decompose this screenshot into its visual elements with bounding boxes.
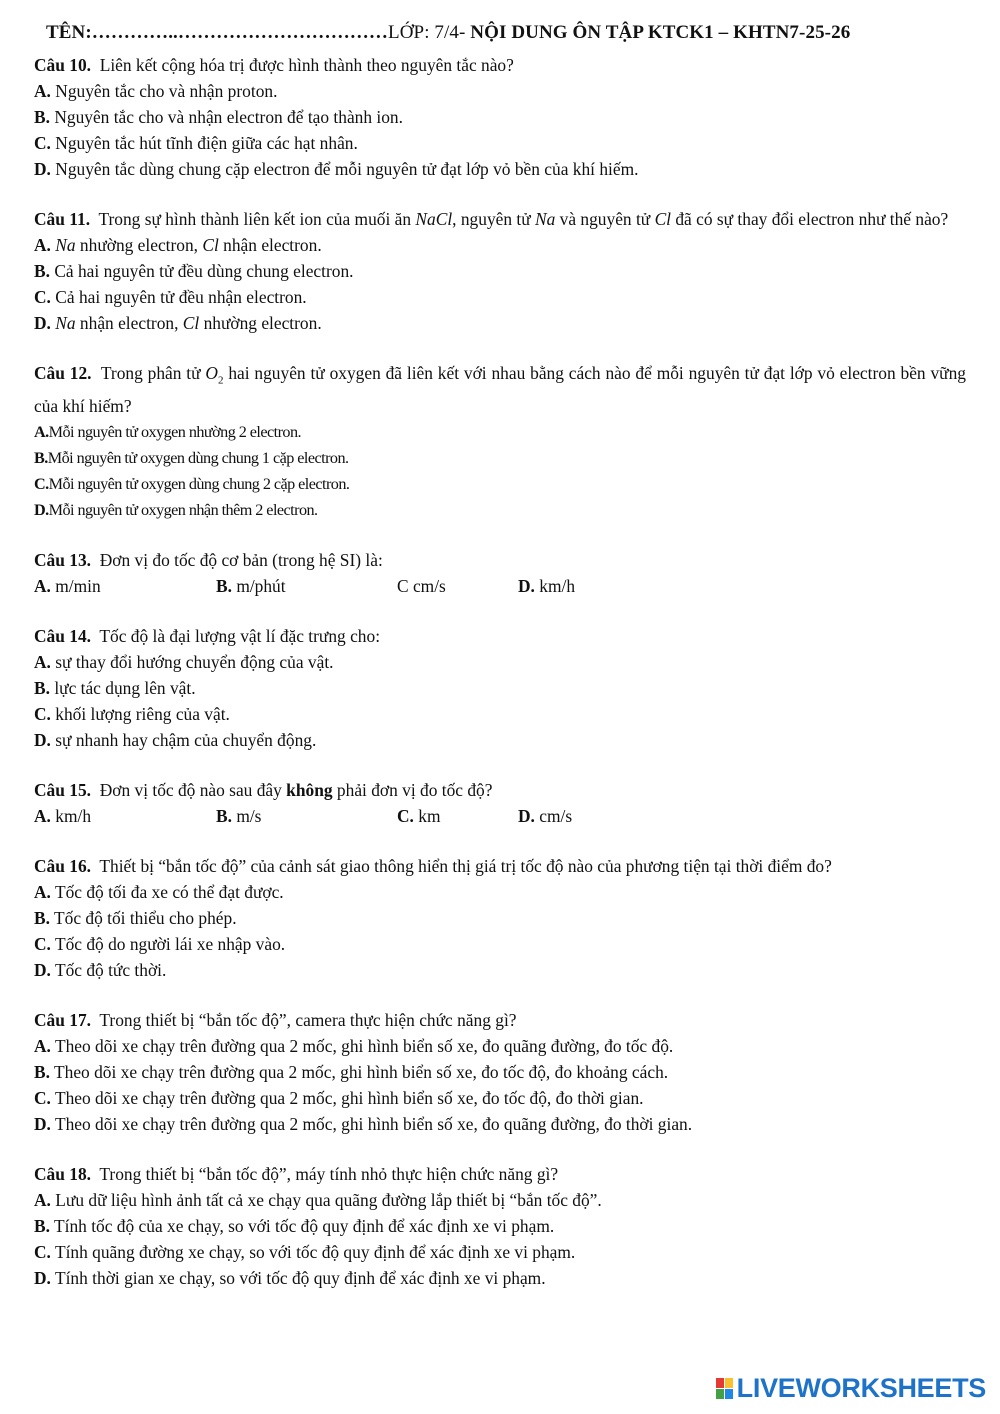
option-d[interactable] [34, 957, 966, 983]
option-text: Tốc độ tối đa xe có thể đạt được. [54, 882, 284, 903]
option-text: Tính thời gian xe chạy, so với tốc độ quy định để xác định xe vi phạm. [54, 1268, 546, 1289]
symbol-na: Na [535, 209, 556, 229]
option-text: Cả hai nguyên tử đều dùng chung electron. [54, 261, 354, 281]
option-label: A. [34, 652, 51, 673]
option-b[interactable] [216, 803, 397, 829]
options-row [34, 803, 966, 829]
stem-text: Liên kết cộng hóa trị được hình thành theo nguyên tắc nào? [99, 55, 514, 75]
option-text: Theo dõi xe chạy trên đường qua 2 mốc, ghi hình biển số xe, đo quãng đường, đo thời gian. [54, 1114, 693, 1135]
option-text: Mỗi nguyên tử oxygen dùng chung 2 cặp electron. [48, 475, 350, 494]
class-field: LỚP: 7/4- [388, 22, 466, 43]
stem-text: Trong phân tử [100, 363, 206, 383]
option-a[interactable] [34, 78, 966, 104]
option-text: Tốc độ tức thời. [54, 960, 167, 981]
option-label: C. [34, 1242, 51, 1263]
option-c[interactable] [34, 130, 966, 156]
option-label: C. [34, 287, 51, 307]
emphasis-khong: không [286, 780, 333, 801]
question-10 [34, 52, 966, 182]
question-13 [34, 547, 966, 599]
option-text: m/s [236, 806, 262, 827]
option-label: B. [34, 908, 50, 929]
option-d[interactable] [34, 310, 966, 336]
question-stem [34, 623, 966, 649]
question-number: Câu 18. [34, 1164, 92, 1185]
option-b[interactable] [34, 445, 966, 471]
symbol-cl: Cl [654, 209, 671, 229]
question-15 [34, 777, 966, 829]
option-text: Mỗi nguyên tử oxygen nhường 2 electron. [48, 423, 302, 442]
stem-text: Đơn vị tốc độ nào sau đây [99, 780, 287, 801]
option-label: D. [34, 730, 51, 751]
option-b[interactable] [34, 1059, 966, 1085]
question-11 [34, 206, 966, 336]
question-18 [34, 1161, 966, 1291]
stem-text: Đơn vị đo tốc độ cơ bản (trong hệ SI) là: [99, 550, 383, 571]
question-16 [34, 853, 966, 983]
option-text: km/h [55, 806, 92, 827]
option-d[interactable] [34, 497, 966, 523]
option-text: Nguyên tắc cho và nhận proton. [55, 81, 278, 101]
option-text: m/min [55, 576, 101, 597]
option-text: Theo dõi xe chạy trên đường qua 2 mốc, ghi hình biển số xe, đo tốc độ, đo khoảng cách. [54, 1062, 669, 1083]
option-label: A. [34, 576, 51, 597]
option-b[interactable] [34, 104, 966, 130]
option-text: Nguyên tắc dùng chung cặp electron để mỗi nguyên tử đạt lớp vỏ bền của khí hiếm. [55, 159, 639, 179]
option-text: C cm/s [397, 576, 446, 597]
page-title: NỘI DUNG ÔN TẬP KTCK1 – KHTN7-25-26 [465, 22, 851, 43]
option-d[interactable] [518, 803, 572, 829]
option-label: B. [216, 806, 232, 827]
option-b[interactable] [216, 573, 397, 599]
question-number: Câu 14. [34, 626, 92, 647]
option-a[interactable] [34, 419, 966, 445]
option-d[interactable] [34, 1265, 966, 1291]
option-label: A. [34, 423, 49, 442]
option-d[interactable] [518, 573, 575, 599]
option-c[interactable] [397, 803, 518, 829]
option-a[interactable] [34, 1187, 966, 1213]
option-label: D. [34, 501, 49, 520]
option-a[interactable] [34, 232, 966, 258]
option-text: km/h [539, 576, 576, 597]
symbol-na: Na [55, 313, 76, 333]
option-c[interactable] [34, 471, 966, 497]
question-stem [34, 206, 966, 232]
option-text: Tốc độ tối thiểu cho phép. [54, 908, 237, 929]
option-label: B. [34, 107, 50, 127]
option-text: km [418, 806, 441, 827]
option-d[interactable] [34, 727, 966, 753]
question-stem [34, 52, 966, 78]
option-label: D. [34, 1114, 51, 1135]
symbol-cl: Cl [182, 313, 200, 333]
question-number: Câu 13. [34, 550, 92, 571]
option-label: C. [34, 475, 49, 494]
option-label: B. [34, 261, 50, 281]
option-text: sự thay đổi hướng chuyển động của vật. [55, 652, 334, 673]
stem-text: hai nguyên tử oxygen đã liên kết với nhau bằng cách nào để mỗi nguyên tử đạt lớp vỏ electron bền vững của khí hiếm? [34, 363, 966, 417]
option-label: B. [34, 1216, 50, 1237]
brand-name: LIVEWORKSHEETS [736, 1373, 986, 1403]
page-header [46, 22, 966, 44]
option-text: Mỗi nguyên tử oxygen nhận thêm 2 electron. [48, 501, 318, 520]
stem-text: Trong thiết bị “bắn tốc độ”, máy tính nhỏ thực hiện chức năng gì? [99, 1164, 559, 1185]
option-text: lực tác dụng lên vật. [54, 678, 196, 699]
option-label: B. [216, 576, 232, 597]
stem-text: , nguyên tử [452, 209, 535, 229]
logo-grid-icon [716, 1378, 733, 1399]
option-c[interactable] [34, 931, 966, 957]
option-c[interactable] [34, 1239, 966, 1265]
option-text: Theo dõi xe chạy trên đường qua 2 mốc, ghi hình biển số xe, đo quãng đường, đo tốc độ. [54, 1036, 674, 1057]
option-text: Lưu dữ liệu hình ảnh tất cả xe chạy qua quãng đường lắp thiết bị “bắn tốc độ”. [55, 1190, 602, 1211]
option-c[interactable] [397, 573, 518, 599]
option-label: A. [34, 1190, 51, 1211]
stem-text: Thiết bị “bắn tốc độ” của cảnh sát giao thông hiển thị giá trị tốc độ nào của phương tiện tại thời điểm đo? [99, 856, 832, 877]
option-label: D. [518, 806, 535, 827]
option-text: Nguyên tắc cho và nhận electron để tạo thành ion. [54, 107, 403, 127]
option-label: D. [518, 576, 535, 597]
option-label: A. [34, 882, 51, 903]
option-text: nhường electron, [75, 235, 203, 255]
option-d[interactable] [34, 1111, 966, 1137]
formula-o2: O [205, 363, 218, 383]
option-label: A. [34, 806, 51, 827]
option-b[interactable] [34, 675, 966, 701]
name-field: TÊN:…………..…………………………… [46, 22, 388, 43]
worksheet-page [34, 22, 966, 1315]
question-number: Câu 17. [34, 1010, 92, 1031]
formula-nacl: NaCl [415, 209, 453, 229]
logo-square-green [716, 1389, 724, 1399]
question-stem [34, 853, 966, 879]
question-14 [34, 623, 966, 753]
question-number: Câu 16. [34, 856, 92, 877]
option-b[interactable] [34, 1213, 966, 1239]
option-label: C. [34, 133, 51, 153]
question-number: Câu 11. [34, 209, 91, 229]
option-b[interactable] [34, 258, 966, 284]
option-label: C. [397, 806, 414, 827]
formula-subscript: 2 [217, 374, 224, 387]
option-label: C. [34, 934, 51, 955]
stem-text: đã có sự thay đổi electron như thế nào? [671, 209, 949, 229]
option-label: A. [34, 235, 51, 255]
option-text: Nguyên tắc hút tĩnh điện giữa các hạt nhân. [55, 133, 358, 153]
stem-text: phải đơn vị đo tốc độ? [332, 780, 493, 801]
option-text: Tốc độ do người lái xe nhập vào. [54, 934, 286, 955]
logo-square-red [716, 1378, 724, 1388]
option-text: Theo dõi xe chạy trên đường qua 2 mốc, ghi hình biển số xe, đo tốc độ, đo thời gian. [54, 1088, 644, 1109]
option-text: m/phút [236, 576, 286, 597]
option-c[interactable] [34, 284, 966, 310]
option-text: Tính tốc độ của xe chạy, so với tốc độ quy định để xác định xe vi phạm. [54, 1216, 555, 1237]
option-c[interactable] [34, 701, 966, 727]
option-a[interactable] [34, 1033, 966, 1059]
option-label: C. [34, 704, 51, 725]
question-number: Câu 12. [34, 363, 92, 383]
stem-text: Tốc độ là đại lượng vật lí đặc trưng cho: [99, 626, 381, 647]
option-label: B. [34, 449, 48, 468]
option-label: D. [34, 1268, 51, 1289]
stem-text: Trong sự hình thành liên kết ion của muối ăn [98, 209, 416, 229]
option-label: B. [34, 1062, 50, 1083]
option-text: Mỗi nguyên tử oxygen dùng chung 1 cặp electron. [47, 449, 349, 468]
question-stem [34, 777, 966, 803]
option-label: D. [34, 159, 51, 179]
option-text: sự nhanh hay chậm của chuyển động. [55, 730, 317, 751]
question-number: Câu 10. [34, 55, 92, 75]
option-label: B. [34, 678, 50, 699]
option-text: nhận electron, [75, 313, 183, 333]
option-text: nhận electron. [218, 235, 322, 255]
option-a[interactable] [34, 879, 966, 905]
option-label: D. [34, 313, 51, 333]
symbol-na: Na [55, 235, 76, 255]
option-text: nhường electron. [199, 313, 322, 333]
option-d[interactable] [34, 156, 966, 182]
question-number: Câu 15. [34, 780, 92, 801]
question-stem [34, 1007, 966, 1033]
option-b[interactable] [34, 905, 966, 931]
question-12 [34, 360, 966, 523]
question-stem [34, 547, 966, 573]
option-text: cm/s [539, 806, 573, 827]
question-17 [34, 1007, 966, 1137]
symbol-cl: Cl [202, 235, 219, 255]
option-text: Cả hai nguyên tử đều nhận electron. [55, 287, 307, 307]
option-a[interactable] [34, 803, 216, 829]
option-a[interactable] [34, 649, 966, 675]
liveworksheets-logo [716, 1373, 986, 1404]
option-label: A. [34, 81, 51, 101]
logo-square-yellow [725, 1378, 733, 1388]
stem-text: và nguyên tử [555, 209, 655, 229]
option-text: khối lượng riêng của vật. [55, 704, 230, 725]
option-label: A. [34, 1036, 51, 1057]
option-label: C. [34, 1088, 51, 1109]
logo-square-blue [725, 1389, 733, 1399]
question-stem [34, 1161, 966, 1187]
option-text: Tính quãng đường xe chạy, so với tốc độ quy định để xác định xe vi phạm. [54, 1242, 576, 1263]
options-row [34, 573, 966, 599]
option-c[interactable] [34, 1085, 966, 1111]
stem-text: Trong thiết bị “bắn tốc độ”, camera thực hiện chức năng gì? [99, 1010, 517, 1031]
question-stem [34, 360, 966, 419]
option-a[interactable] [34, 573, 216, 599]
option-label: D. [34, 960, 51, 981]
